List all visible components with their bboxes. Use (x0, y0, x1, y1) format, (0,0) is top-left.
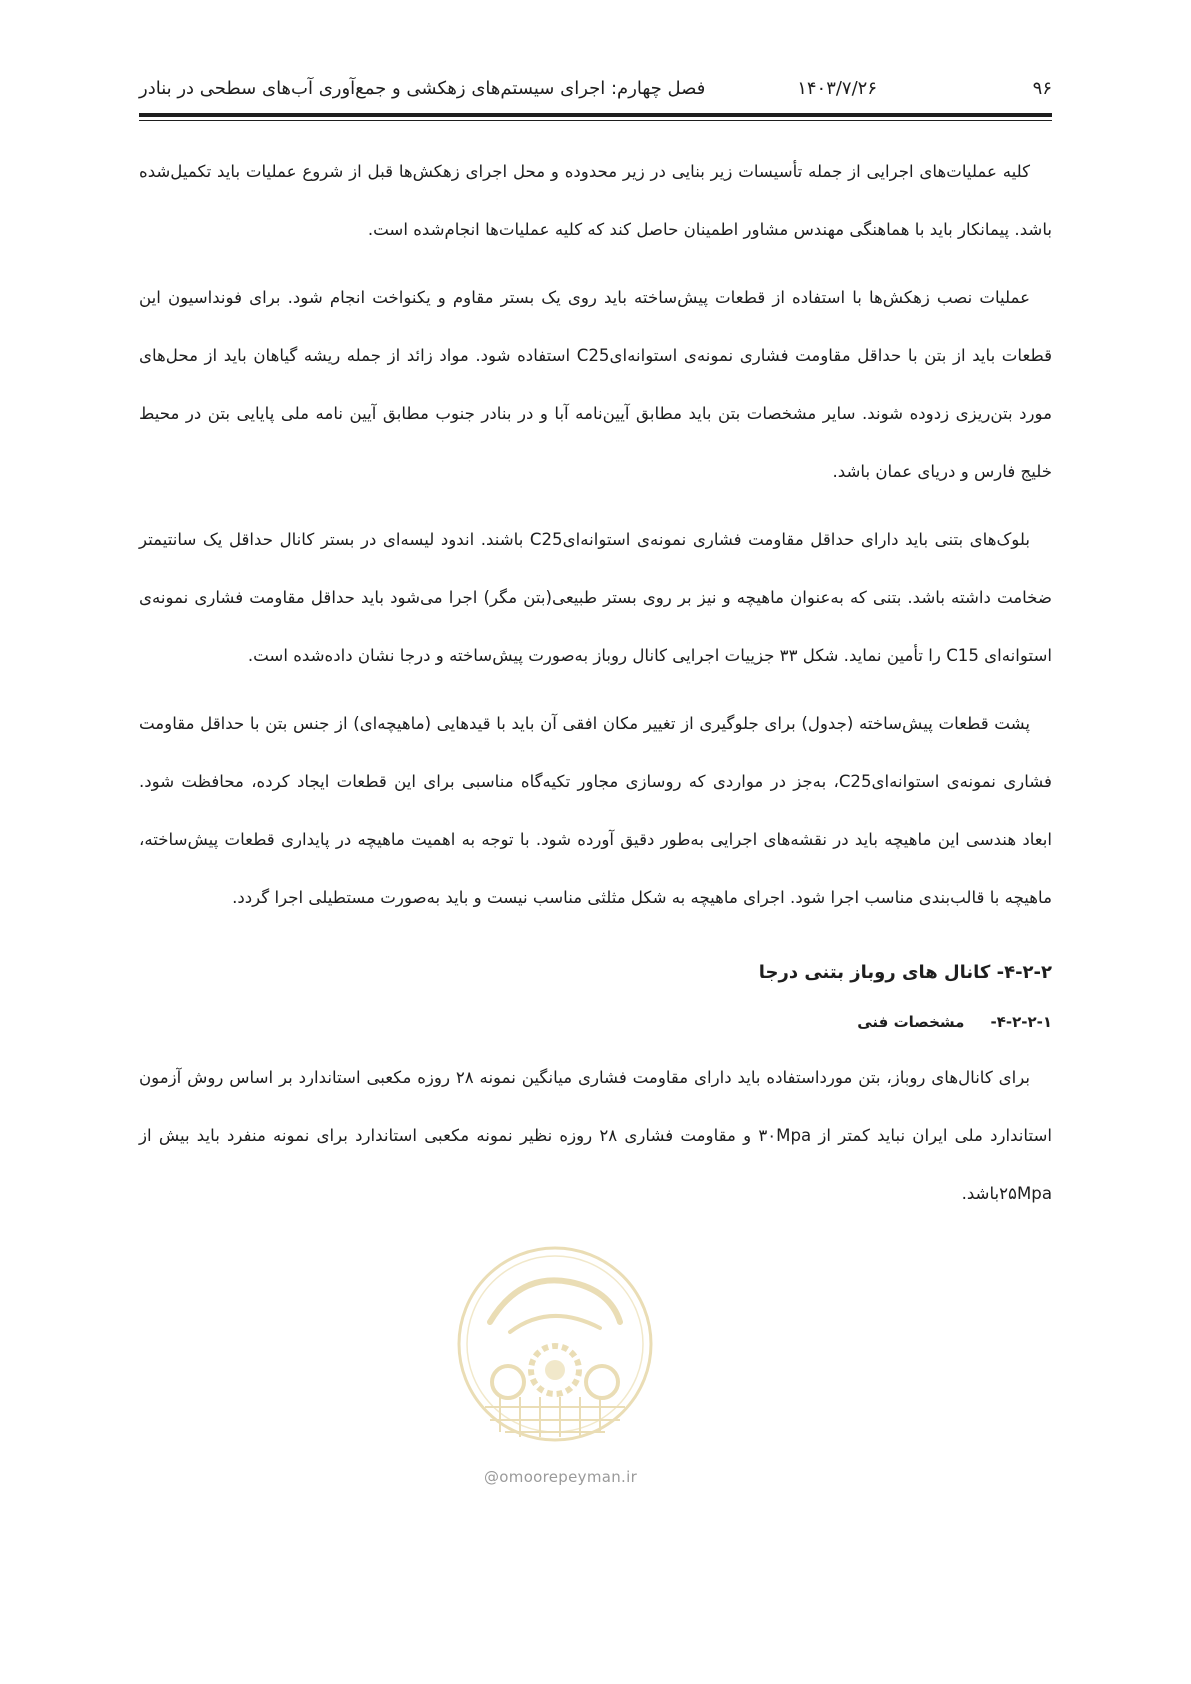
paragraph-5: برای کانال‌های روباز، بتن مورداستفاده باید دارای مقاومت فشاری میانگین نمونه ۲۸ روزه مکعبی استاندارد بر اساس روش آزمون استاندارد ملی ایران نباید کمتر از ۳۰Mpa و مقاومت فشاری ۲۸ روزه نظیر نمونه مکعبی استاندارد برای نمونه منفرد باید بیش از ۲۵Mpaباشد. (139, 1068, 1052, 1203)
watermark-url: @omoorepeyman.ir (484, 1468, 638, 1486)
subsection-title: مشخصات فنی (857, 1013, 965, 1031)
paragraph-3: بلوک‌های بتنی باید دارای حداقل مقاومت فشاری نمونه‌ی استوانه‌ایC25 باشند. اندود لیسه‌ای در بستر کانال حداقل یک سانتیمتر ضخامت داشته باشد. بتنی که به‌عنوان ماهیچه و نیز بر روی بستر طبیعی(بتن مگر) اجرا می‌شود باید حداقل مقاومت فشاری نمونه‌ی استوانه‌ای C15 را تأمین نماید. شکل ۳۳ جزییات اجرایی کانال روباز به‌صورت پیش‌ساخته و درجا نشان داده‌شده است. (139, 530, 1052, 665)
paragraph-4: پشت قطعات پیش‌ساخته (جدول) برای جلوگیری از تغییر مکان افقی آن باید با قیدهایی (ماهیچه‌ای) از جنس بتن با حداقل مقاومت فشاری نمونه‌ی استوانه‌ایC25، به‌جز در مواردی که روسازی مجاور تکیه‌گاه مناسبی برای این قطعات ایجاد کرده، محافظت شود. ابعاد هندسی این ماهیچه باید در نقشه‌های اجرایی به‌طور دقیق آورده شود. با توجه به اهمیت ماهیچه در پایداری قطعات پیش‌ساخته، ماهیچه با قالب‌بندی مناسب اجرا شود. اجرای ماهیچه به شکل مثلثی مناسب نیست و باید به‌صورت مستطیلی اجرا گردد. (139, 714, 1052, 907)
section-heading: ۴-۲-۲- کانال های روباز بتنی درجا (758, 962, 1052, 983)
subsection-number: ۴-۲-۲-۱- (990, 1013, 1052, 1031)
watermark-seal (450, 1232, 660, 1472)
page-body (139, 143, 1052, 1223)
subsection-heading (139, 999, 1052, 1045)
header-date: ۱۴۰۳/۷/۲۶ (797, 78, 877, 99)
paragraph-2: عملیات نصب زهکش‌ها با استفاده از قطعات پیش‌ساخته باید روی یک بستر مقاوم و یکنواخت انجام شود. برای فونداسیون این قطعات باید از بتن با حداقل مقاومت فشاری نمونه‌ی استوانه‌ایC25 استفاده شود. مواد زائد از جمله ریشه گیاهان باید از محل‌های مورد بتن‌ریزی زدوده شوند. سایر مشخصات بتن باید مطابق آیین‌نامه آبا و در بنادر جنوب مطابق آیین نامه ملی پایایی بتن در محیط خلیج فارس و دریای عمان باشد. (139, 288, 1053, 481)
paragraph-1: کلیه عملیات‌های اجرایی از جمله تأسیسات زیر بنایی در زیر محدوده و محل اجرای زهکش‌ها قبل از شروع عملیات باید تکمیل‌شده باشد. پیمانکار باید با هماهنگی مهندس مشاور اطمینان حاصل کند که کلیه عملیات‌ها انجام‌شده است. (139, 162, 1052, 239)
header-rule-thick (139, 113, 1052, 117)
chapter-title: فصل چهارم: اجرای سیستم‌های زهکشی و جمع‌آوری آب‌های سطحی در بنادر (139, 78, 706, 99)
page-header (139, 76, 1052, 110)
page-number: ۹۶ (1032, 78, 1052, 99)
header-rule-thin (139, 120, 1052, 121)
